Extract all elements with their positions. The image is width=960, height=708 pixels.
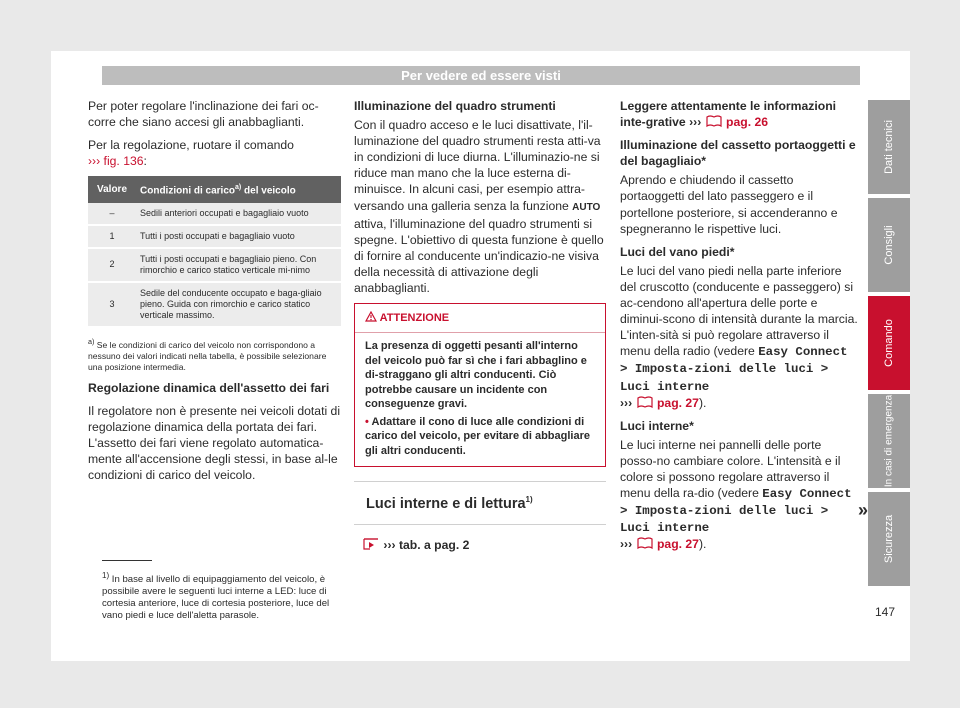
tab-comando[interactable]: Comando <box>868 296 910 390</box>
tab-emergenza[interactable]: In casi di emergenza <box>868 394 910 488</box>
dynamic-heading: Regolazione dinamica dell'assetto dei fari <box>88 380 330 395</box>
warning-text: La presenza di oggetti pesanti all'interno del veicolo può far sì che i fari abbaglino e di-straggano gli altri conducenti. Ciò potrebbe causare un incidente con conseguenze gravi. <box>365 340 587 411</box>
dash-heading: Illuminazione del quadro strumenti <box>354 99 556 113</box>
menu-path-2: Easy Connect > Imposta-zioni delle luci > Luci interne <box>620 487 852 536</box>
warning-title: ATTENZIONE <box>355 304 605 333</box>
menu-path-1: Easy Connect > Imposta-zioni delle luci > Luci interne <box>620 345 848 394</box>
warning-box <box>354 303 606 467</box>
table-cell-value: 2 <box>88 248 136 282</box>
page-link-27a[interactable]: pag. 27 <box>656 395 699 410</box>
table-cell-value: 1 <box>88 225 136 248</box>
glove-paragraph: Aprendo e chiudendo il cassetto portaoggetti del lato passeggero e il portellone posteriore, si accenderanno e spegneranno le rispettive luci. <box>620 173 838 236</box>
dynamic-paragraph: Il regolatore non è presente nei veicoli dotati di regolazione dinamica della portata dei fari. L'assetto dei fari viene regolato automatica-mente all'accensione degli stessi, in base al-le condizioni di carico del veicolo. <box>88 403 341 483</box>
tab-reference[interactable]: ››› tab. a pag. 2 <box>362 537 606 553</box>
table-cell-condition: Sedili anteriori occupati e bagagliaio vuoto <box>136 203 341 225</box>
tab-sicurezza[interactable]: Sicurezza <box>868 492 910 586</box>
table-cell-condition: Sedile del conducente occupato e baga-gliaio pieno. Guida con rimorchio e carico statico verticale massimo. <box>136 282 341 327</box>
table-row <box>88 282 341 327</box>
page-header: Per vedere ed essere visti <box>102 66 860 85</box>
column-middle <box>354 98 606 560</box>
page-link-27b[interactable]: pag. 27 <box>656 537 699 552</box>
regulation-paragraph <box>88 137 341 169</box>
warning-body <box>355 333 605 466</box>
tab-consigli[interactable]: Consigli <box>868 198 910 292</box>
dash-paragraph: Con il quadro acceso e le luci disattivate, l'il-luminazione del quadro strumenti resta atti-va in condizioni di luce diurna. L'illuminazio-ne si riduce man mano che la luce esterna di-minuisce. In alcuni casi, per esempio attra-versando una galleria senza la funzione AUTO attiva, l'illuminazione del quadro strumenti si spegne. L'obiettivo di questa funzione è quello di fornire al conducente un'indicazio-ne visiva della necessità di attivazione degli anabbaglianti. <box>354 118 604 296</box>
column-right <box>620 98 860 559</box>
table-row <box>88 225 341 248</box>
inner-paragraph: Le luci interne nei pannelli delle porte posso-no cambiare colore. L'intensità e il colore si possono regolare attraverso il menu della ra-dio (vedere Easy Connect > Imposta-zioni delle luci > Luci interne ››› pag. 27). <box>620 437 852 552</box>
book-icon <box>636 536 654 550</box>
figure-link[interactable]: ››› fig. 136 <box>88 154 144 169</box>
table-row <box>88 248 341 282</box>
table-cell-value: – <box>88 203 136 225</box>
book-icon <box>705 114 723 128</box>
section-title: Luci interne e di lettura$^{1)}$ <box>354 481 606 525</box>
page-link-26[interactable]: pag. 26 <box>726 115 769 130</box>
table-header-value: Valore <box>88 176 136 202</box>
warning-bullet: • Adattare il cono di luce alle condizioni di carico del veicolo, per evitare di abbagliare gli altri conducenti. <box>365 415 590 457</box>
read-info: Leggere attentamente le informazioni inte-grative ››› pag. 26 <box>620 99 837 130</box>
chapter-sidebar <box>868 100 910 590</box>
table-header-row <box>88 176 341 202</box>
table-row <box>88 203 341 225</box>
foot-heading: Luci del vano piedi* <box>620 244 735 259</box>
table-header-condition: Condizioni di carico$^{a)}$ del veicolo <box>136 176 341 202</box>
table-cell-value: 3 <box>88 282 136 327</box>
regulation-text: Per la regolazione, ruotare il comando <box>88 138 294 153</box>
glove-heading: Illuminazione del cassetto portaoggetti e del bagagliaio* <box>620 138 856 169</box>
table-ref-icon <box>362 537 380 551</box>
book-icon <box>636 395 654 409</box>
warning-triangle-icon <box>365 311 377 322</box>
auto-symbol: AUTO <box>572 201 601 213</box>
footnote-rule <box>102 560 152 561</box>
inner-heading: Luci interne* <box>620 418 694 433</box>
continue-arrow-icon: » <box>858 500 869 520</box>
footnote: $^{1)}$ In base al livello di equipaggiamento del veicolo, è possibile avere le seguenti luci interne a LED: luce di cortesia anteriore, luce di cortesia posteriore, luce del vano piedi e luce dell'aletta parasole. <box>102 571 330 622</box>
column-left <box>88 98 341 490</box>
load-table <box>88 176 341 327</box>
foot-paragraph: Le luci del vano piedi nella parte inferiore del cruscotto (conducente e passeggero) si ac-cendono all'apertura delle porte e diminui-scono di intensità durante la marcia. L'inten-sità si può regolare attraverso il menu della radio (vedere Easy Connect > Imposta-zioni delle luci > Luci interne ››› pag. 27). <box>620 263 858 410</box>
table-footnote: $^{a)}$ Se le condizioni di carico del veicolo non corrispondono a nessuno dei valori indicati nella tabella, è possibile selezionare una posizione intermedia. <box>88 337 327 372</box>
page-number: 147 <box>875 605 896 619</box>
intro-paragraph: Per poter regolare l'inclinazione dei fari oc-corre che siano accesi gli anabbaglianti. <box>88 99 319 130</box>
table-cell-condition: Tutti i posti occupati e bagagliaio vuoto <box>136 225 341 248</box>
tab-dati-tecnici[interactable]: Dati tecnici <box>868 100 910 194</box>
regulation-colon: : <box>143 154 147 169</box>
table-cell-condition: Tutti i posti occupati e bagagliaio pieno. Con rimorchio e carico statico verticale mi-nimo <box>136 248 341 282</box>
